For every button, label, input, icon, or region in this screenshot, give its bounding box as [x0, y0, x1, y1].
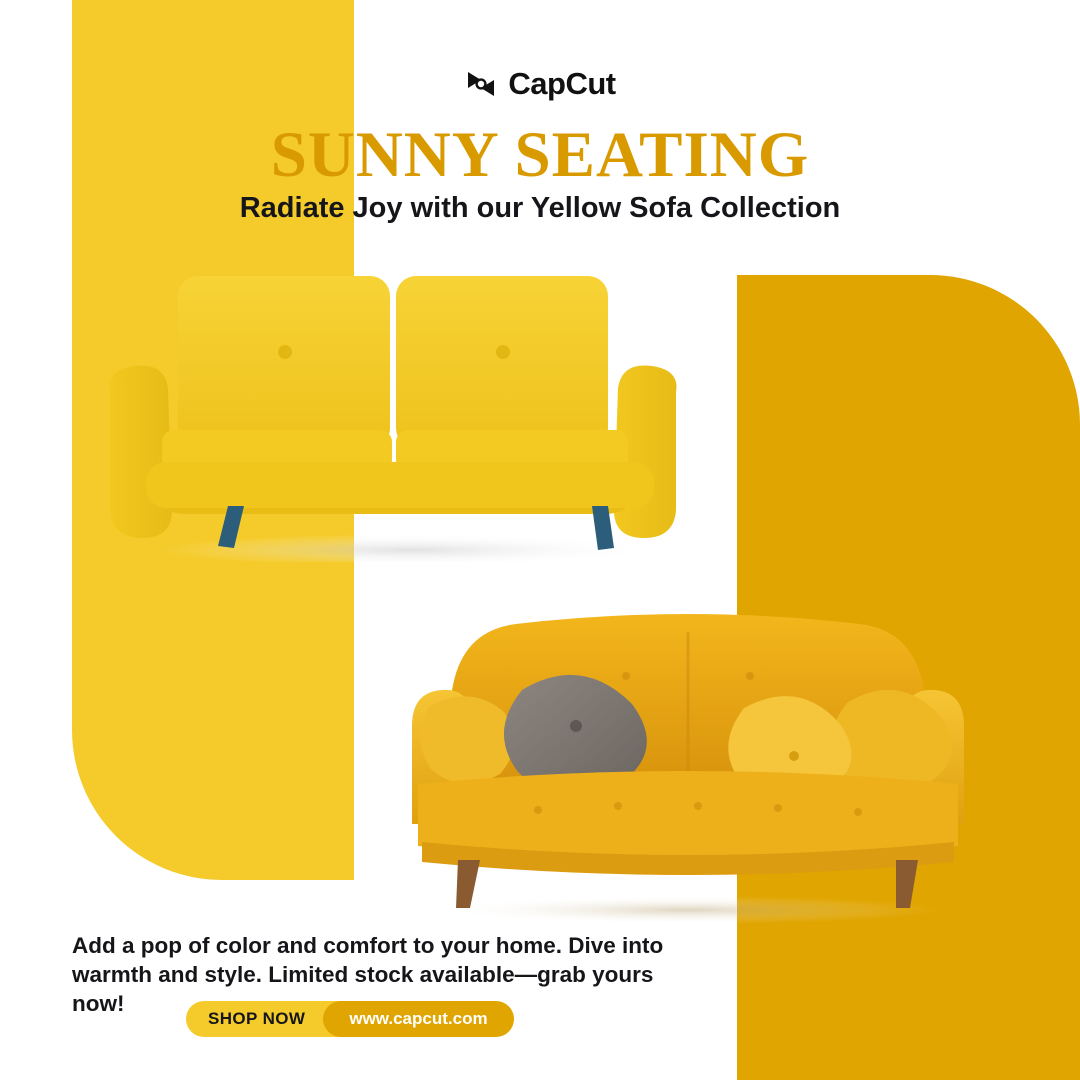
- sofa-top-image: [100, 262, 700, 562]
- cta-url[interactable]: www.capcut.com: [323, 1001, 513, 1037]
- cta-button[interactable]: [186, 1001, 514, 1037]
- capcut-logo-icon: [464, 69, 498, 99]
- cta-label[interactable]: SHOP NOW: [208, 1009, 306, 1028]
- page-title: SUNNY SEATING: [270, 119, 810, 191]
- brand-name: CapCut: [508, 66, 616, 101]
- body-copy: Add a pop of color and comfort to your home. Dive into warmth and style. Limited stock available—grab yours now!: [72, 933, 664, 1016]
- page-subtitle: Radiate Joy with our Yellow Sofa Collection: [239, 192, 841, 224]
- brand-lockup: [0, 66, 1080, 102]
- sofa-bottom-image: [388, 598, 988, 928]
